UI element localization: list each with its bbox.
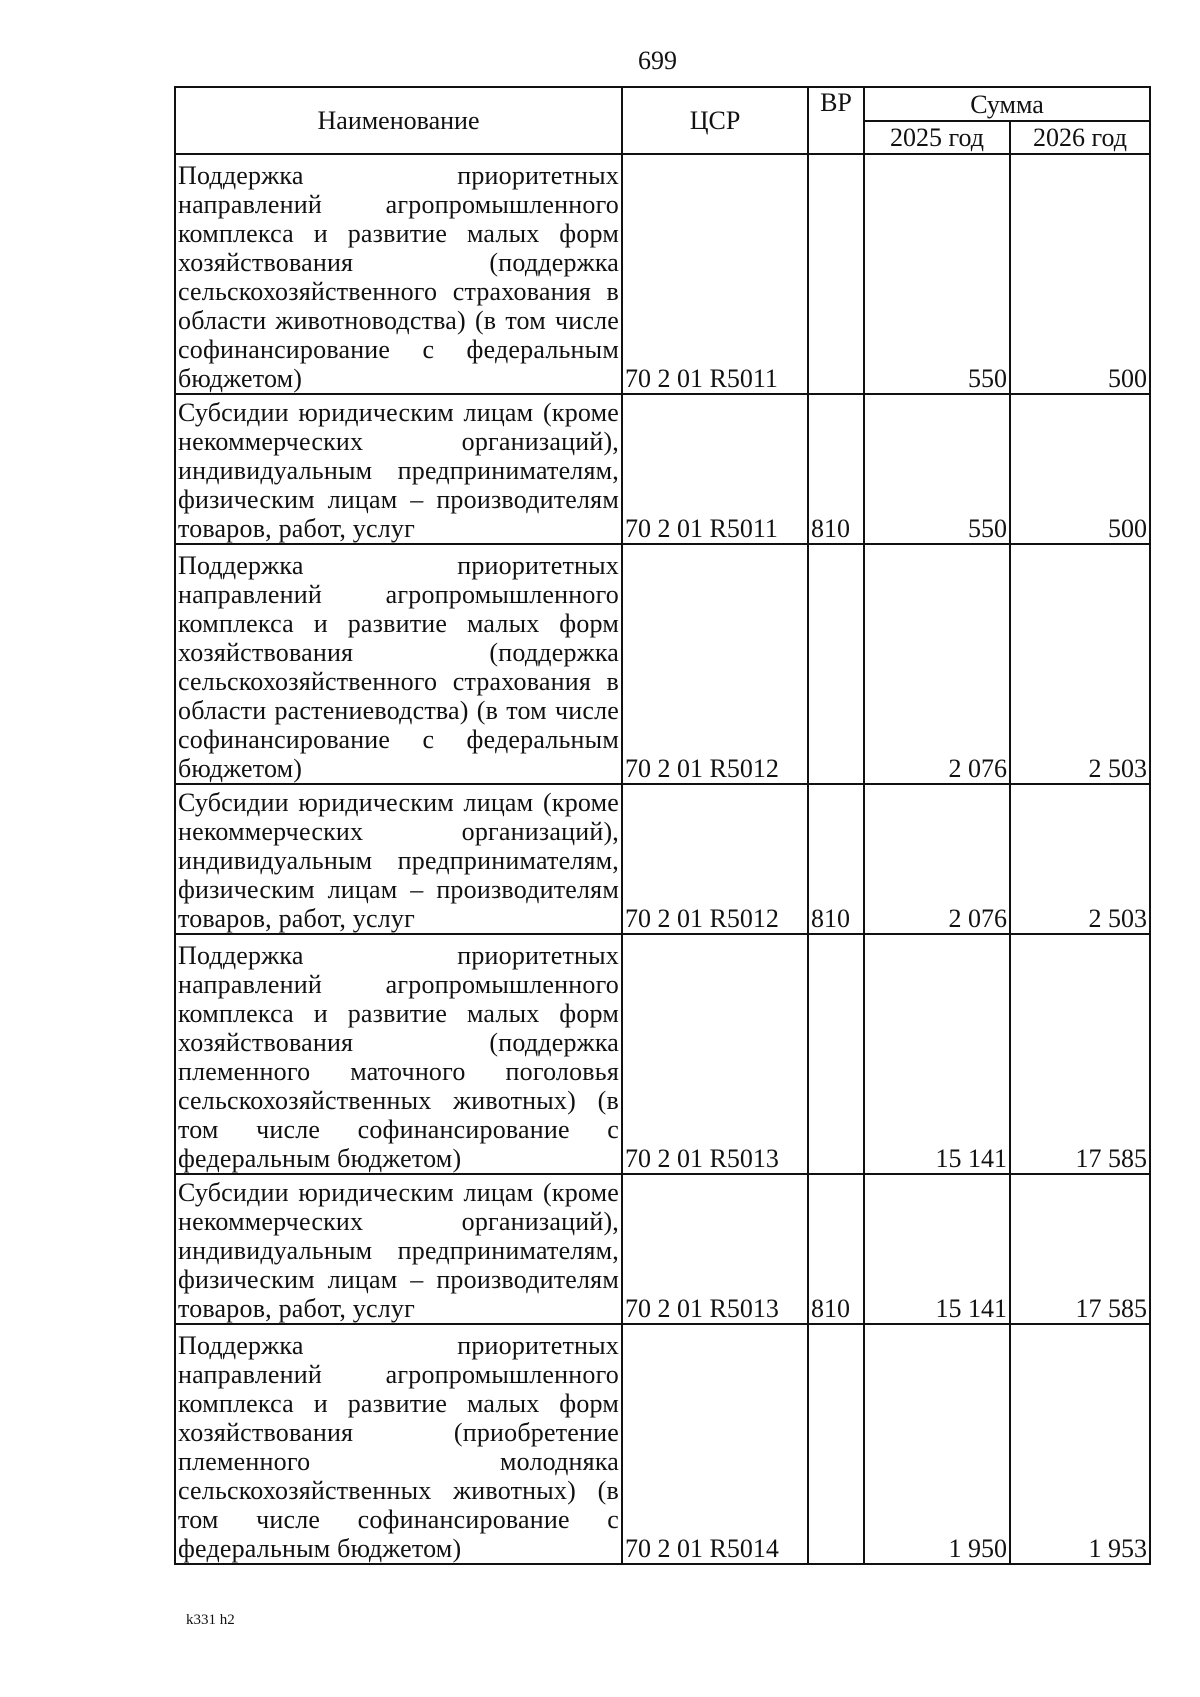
table-row [175, 784, 1150, 934]
header-sum: Сумма [864, 87, 1150, 121]
header-vr: ВР [808, 87, 864, 154]
budget-table [174, 86, 1151, 1565]
header-csr: ЦСР [622, 87, 808, 154]
footer-code: k331 h2 [186, 1612, 235, 1628]
row-csr: 70 2 01 R5012 [622, 544, 808, 784]
row-vr: 810 [808, 394, 864, 544]
header-year-2025: 2025 год [864, 121, 1010, 154]
row-amount-2025: 15 141 [864, 1174, 1010, 1324]
table-row [175, 154, 1150, 394]
row-name: Поддержка приоритетных направлений агропромышленного комплекса и развитие малых форм хозяйствования (поддержка племенного маточного поголовья сельскохозяйственных животных) (в том числе софинансирование с федеральным бюджетом) [175, 934, 622, 1174]
row-name: Поддержка приоритетных направлений агропромышленного комплекса и развитие малых форм хозяйствования (приобретение племенного молодняка сельскохозяйственных животных) (в том числе софинансирование с федеральным бюджетом) [175, 1324, 622, 1564]
row-name: Субсидии юридическим лицам (кроме некоммерческих организаций), индивидуальным предпринимателям, физическим лицам – производителям товаров, работ, услуг [175, 784, 622, 934]
row-amount-2025: 550 [864, 154, 1010, 394]
row-csr: 70 2 01 R5011 [622, 154, 808, 394]
row-amount-2025: 1 950 [864, 1324, 1010, 1564]
row-csr: 70 2 01 R5011 [622, 394, 808, 544]
row-vr [808, 934, 864, 1174]
row-csr: 70 2 01 R5013 [622, 1174, 808, 1324]
row-amount-2026: 500 [1010, 394, 1150, 544]
row-csr: 70 2 01 R5014 [622, 1324, 808, 1564]
row-amount-2025: 2 076 [864, 784, 1010, 934]
row-csr: 70 2 01 R5012 [622, 784, 808, 934]
row-name: Субсидии юридическим лицам (кроме некоммерческих организаций), индивидуальным предпринимателям, физическим лицам – производителям товаров, работ, услуг [175, 394, 622, 544]
row-name: Поддержка приоритетных направлений агропромышленного комплекса и развитие малых форм хозяйствования (поддержка сельскохозяйственного страхования в области растениеводства) (в том числе софинансирование с федеральным бюджетом) [175, 544, 622, 784]
row-vr: 810 [808, 1174, 864, 1324]
row-amount-2026: 17 585 [1010, 934, 1150, 1174]
table-row [175, 394, 1150, 544]
table-row [175, 1174, 1150, 1324]
header-year-2026: 2026 год [1010, 121, 1150, 154]
row-csr: 70 2 01 R5013 [622, 934, 808, 1174]
table-row [175, 1324, 1150, 1564]
row-amount-2026: 2 503 [1010, 544, 1150, 784]
row-name: Поддержка приоритетных направлений агропромышленного комплекса и развитие малых форм хозяйствования (поддержка сельскохозяйственного страхования в области животноводства) (в том числе софинансирование с федеральным бюджетом) [175, 154, 622, 394]
row-amount-2025: 550 [864, 394, 1010, 544]
header-name: Наименование [175, 87, 622, 154]
table-row [175, 544, 1150, 784]
row-amount-2026: 2 503 [1010, 784, 1150, 934]
row-amount-2026: 1 953 [1010, 1324, 1150, 1564]
row-amount-2025: 2 076 [864, 544, 1010, 784]
row-amount-2026: 500 [1010, 154, 1150, 394]
page-number: 699 [638, 46, 677, 75]
row-amount-2026: 17 585 [1010, 1174, 1150, 1324]
row-vr: 810 [808, 784, 864, 934]
row-amount-2025: 15 141 [864, 934, 1010, 1174]
row-vr [808, 544, 864, 784]
row-vr [808, 1324, 864, 1564]
row-vr [808, 154, 864, 394]
table-row [175, 934, 1150, 1174]
row-name: Субсидии юридическим лицам (кроме некоммерческих организаций), индивидуальным предпринимателям, физическим лицам – производителям товаров, работ, услуг [175, 1174, 622, 1324]
